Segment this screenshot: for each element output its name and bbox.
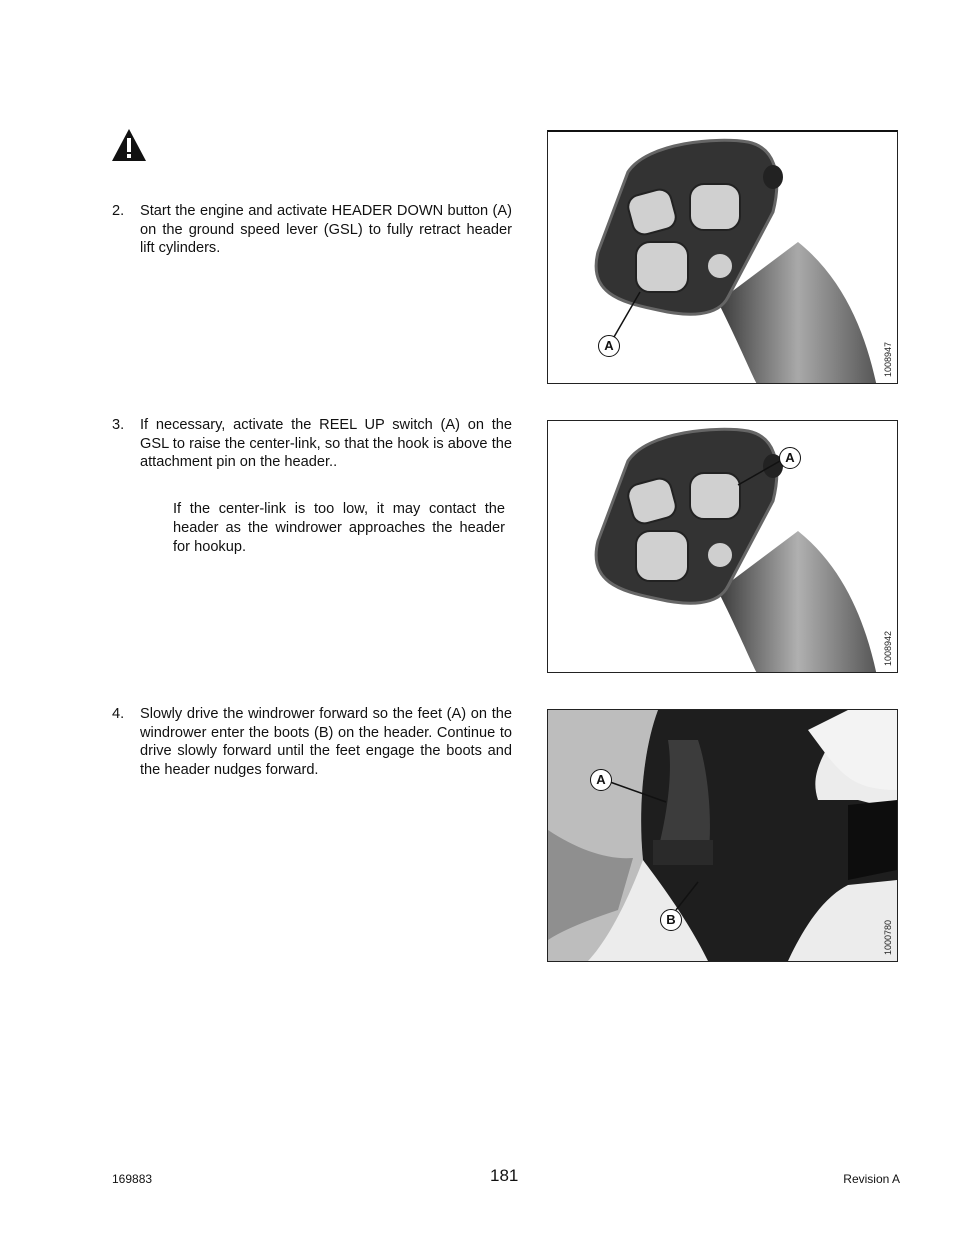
- step-number: 2.: [112, 203, 125, 219]
- step-text: Slowly drive the windrower forward so the feet (A) on the windrower enter the boots (B) on the header. Continue to drive slowly forward until the feet engage the boots and the header nudges forward.: [140, 706, 512, 778]
- step-2: [112, 202, 512, 258]
- figure-gsl-reel-up: [547, 420, 898, 673]
- doc-number: 169883: [112, 1172, 153, 1186]
- figure-gsl-header-down: [547, 130, 898, 384]
- page-number: 181: [490, 1166, 519, 1185]
- figure-feet-boots: [547, 709, 898, 962]
- callout-b: B: [660, 909, 682, 931]
- callout-a: A: [598, 335, 620, 357]
- step-4: [112, 705, 512, 779]
- note-text: If the center-link is too low, it may contact the header as the windrower approaches the header for hookup.: [173, 501, 505, 555]
- warning-icon: [111, 128, 147, 162]
- figure-code: 1000780: [883, 919, 893, 955]
- step-number: 4.: [112, 706, 125, 722]
- figure-code: 1008947: [883, 341, 893, 377]
- gsl-handle-illustration: [548, 421, 897, 672]
- figure-code: 1008942: [883, 630, 893, 666]
- step-number: 3.: [112, 417, 125, 433]
- revision-label: Revision A: [843, 1172, 900, 1186]
- step-3: [112, 416, 512, 472]
- callout-leaders: [548, 710, 897, 961]
- callout-a: A: [590, 769, 612, 791]
- step-text: Start the engine and activate HEADER DOWN button (A) on the ground speed lever (GSL) to fully retract header lift cylinders.: [140, 203, 512, 257]
- callout-a: A: [779, 447, 801, 469]
- step-text: If necessary, activate the REEL UP switch (A) on the GSL to raise the center-link, so that the hook is above the attachment pin on the header..: [140, 417, 512, 471]
